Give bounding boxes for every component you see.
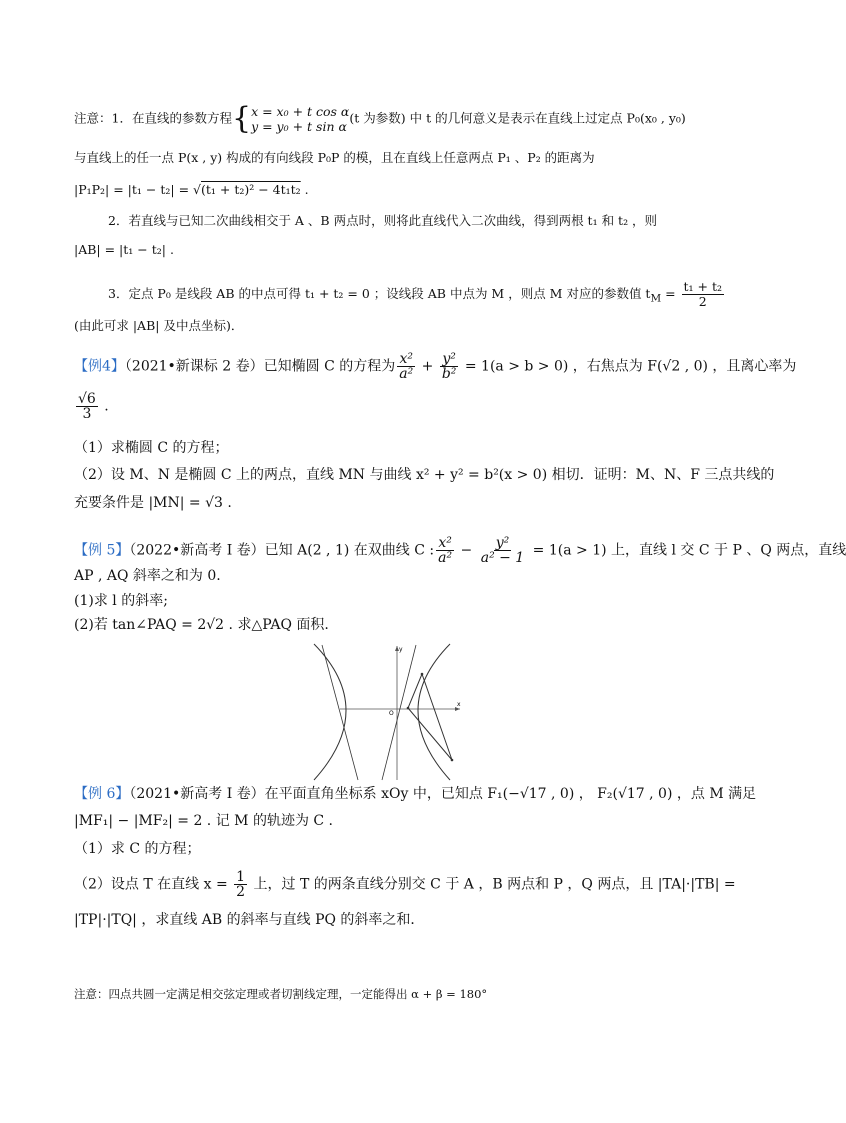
ex5-frac-y [479,536,527,565]
ex5-line2: AP , AQ 斜率之和为 0. [74,568,221,584]
ex5-f1d: a² [438,550,453,566]
ex4-q2b: 充要条件是 |MN| = √3 . [74,495,232,511]
ex5-minus: − [456,542,477,559]
ex5-frac-x [436,536,454,565]
ex5-f1n: x² [438,535,452,551]
ex5-f2d: a² − 1 [480,550,525,566]
origin-label: O [389,710,394,717]
ex6-q2a-post: 上，过 T 的两条直线分别交 C 于 A ，B 两点和 P ，Q 两点，且 |TA|·|TB| = [249,876,736,893]
param-eq-x: x = x₀ + t cos α [251,104,350,119]
ex6-line1 [74,786,756,802]
ex4-frac-y [440,352,459,381]
midpoint-fraction [682,280,725,309]
x-axis-label: x [457,701,461,708]
param-eq-y: y = y₀ + t sin α [251,119,347,134]
ex4-frac-x [397,352,415,381]
ex5-src: （2022•新高考 I 卷）已知 A(2 , 1) 在双曲线 C : [129,542,435,559]
ex6-q2b: |TP|·|TQ| ，求直线 AB 的斜率与直线 PQ 的斜率之和． [74,912,425,928]
point-marker [421,673,424,676]
note1-tail: (t 为参数) 中 t 的几何意义是表示在直线上过定点 P₀(x₀ , y₀) [349,110,686,126]
sqrt-radicand: (t₁ + t₂)² − 4t₁t₂ [201,182,301,197]
note1-line3 [74,182,309,198]
ex6-label: 【例 6】 [74,786,130,802]
note4: 注意：四点共圆一定满足相交弦定理或者切割线定理，一定能得出 α + β = 180° [74,987,488,1001]
ex4-cond: = 1(a > b > 0) ，右焦点为 F(√2 , 0) ，且离心率为 [460,358,797,375]
distance-lhs: |P₁P₂| = |t₁ − t₂| = [74,182,194,197]
half-fraction [234,870,247,899]
point-marker [451,759,454,762]
note2-line1: 2．若直线与已知二次曲线相交于 A 、B 两点时，则将此直线代入二次曲线，得到两根 t₁ 和 t₂ ，则 [108,213,658,228]
ex6-q2a-pre: （2）设点 T 在直线 x = [74,876,233,893]
ex4-f1d: a² [399,366,414,382]
ex6-line2: |MF₁| − |MF₂| = 2 . 记 M 的轨迹为 C . [74,813,334,829]
point-marker [407,707,410,710]
note3-eq: = [661,286,680,301]
half-num: 1 [236,869,246,885]
ex4-src: （2021•新课标 2 卷）已知椭圆 C 的方程为 [124,358,396,375]
note3-subscript: M [650,292,662,305]
ecc-den: 3 [82,406,92,422]
asymptote-right [382,645,416,780]
ex4-f1n: x² [399,351,413,367]
note3-line2: (由此可求 |AB| 及中点坐标)． [74,318,244,333]
ex5-line1 [74,536,846,565]
hyperbola-figure [300,640,470,785]
note3-text: 3．定点 P₀ 是线段 AB 的中点可得 t₁ + t₂ = 0 ；设线段 AB 中点为 M ，则点 M 对应的参数值 t [108,286,651,301]
note3-line1 [108,280,726,309]
ex6-q2a [74,870,736,899]
ex4-plus: + [417,358,438,375]
ex4-line1 [74,352,796,381]
eccentricity-fraction [76,392,98,421]
hyperbola-left-branch [314,644,346,780]
note1-line1 [74,101,686,136]
ex4-q1: （1）求椭圆 C 的方程； [74,440,229,456]
ex5-q1: (1)求 l 的斜率; [74,593,168,609]
midpoint-den: 2 [698,294,707,309]
ex4-label: 【例4】 [74,358,125,375]
ex5-cond: = 1(a > 1) 上，直线 l 交 C 于 P 、Q 两点，直线 [528,542,846,559]
ex4-eccentricity [74,392,109,421]
note1-intro: 注意：1．在直线的参数方程 [74,110,232,126]
distance-end: . [300,182,309,197]
ex4-f2d: b² [441,366,457,382]
ecc-end: . [99,398,109,415]
ex4-q2a: （2）设 M、N 是椭圆 C 上的两点，直线 MN 与曲线 x² + y² = b²(x > 0) 相切．证明：M、N、F 三点共线的 [74,467,775,483]
note1-line2: 与直线上的任一点 P(x , y) 构成的有向线段 P₀P 的模，且在直线上任意两点 P₁ 、P₂ 的距离为 [74,150,595,165]
ex6-src: （2021•新高考 I 卷）在平面直角坐标系 xOy 中，已知点 F₁(−√17 , 0) ， F₂(√17 , 0) ，点 M 满足 [129,786,757,802]
ex6-q1: （1）求 C 的方程； [74,841,201,857]
ex4-f2n: y² [442,351,456,367]
ecc-num: √6 [78,391,96,407]
cases-brace: { [231,101,252,136]
hyperbola-right-branch [418,644,450,780]
param-equation-cases [251,104,349,134]
triangle-paq [408,674,452,760]
note2-line2: |AB| = |t₁ − t₂| . [74,242,174,257]
asymptote-left [322,645,358,780]
midpoint-num: t₁ + t₂ [683,279,723,294]
half-den: 2 [236,884,246,900]
ex5-f2n: y² [495,535,510,551]
ex5-q2: (2)若 tan∠PAQ = 2√2 . 求△PAQ 面积. [74,617,329,633]
ex5-label: 【例 5】 [74,542,130,559]
y-axis-label: y [399,646,403,653]
sqrt-sign: √ [193,182,201,197]
